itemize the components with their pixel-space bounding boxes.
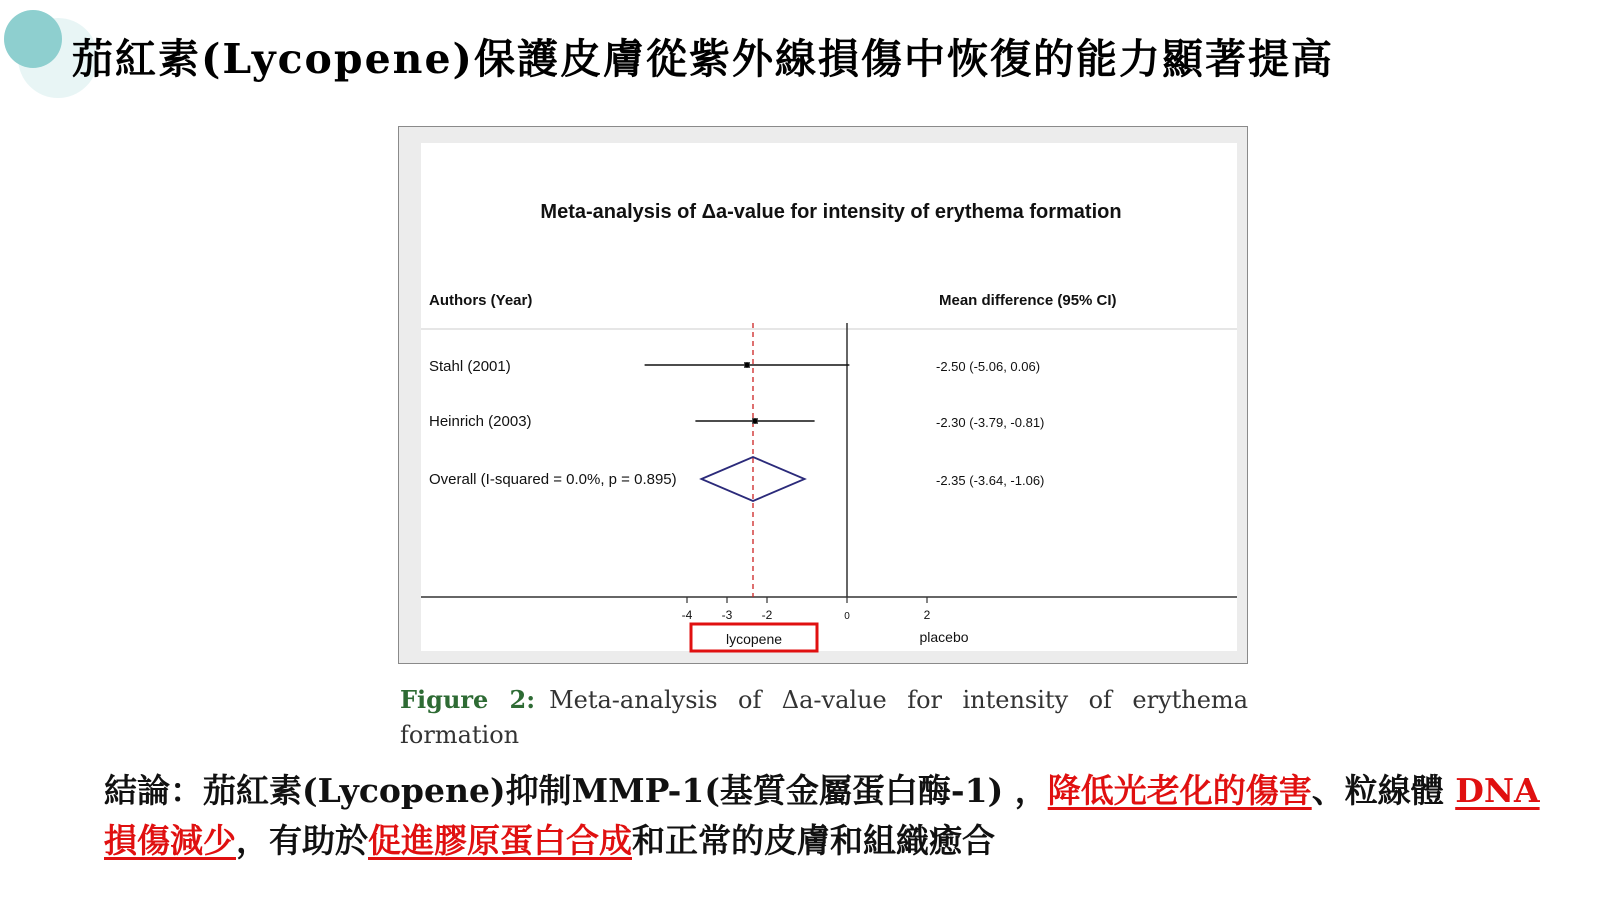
study-label: Heinrich (2003) xyxy=(429,413,532,430)
highlight-photoaging: 降低光老化的傷害 xyxy=(1047,771,1312,810)
left-column-header: Authors (Year) xyxy=(429,292,533,309)
figure-caption-text: Meta-analysis of Δa-value for intensity of erythema formation xyxy=(400,686,1249,749)
overall-label: Overall (I-squared = 0.0%, p = 0.895) xyxy=(429,471,677,488)
conclusion-part-1: 結論：茄紅素(Lycopene)抑制MMP-1(基質金屬蛋白酶-1) ， xyxy=(104,771,1048,810)
overall-ci-value: -2.35 (-3.64, -1.06) xyxy=(936,473,1045,488)
conclusion-part-2: 、粒線體 xyxy=(1311,771,1444,810)
x-tick-label: 0 xyxy=(844,611,850,622)
chart-title: Meta-analysis of Δa-value for intensity of erythema formation xyxy=(540,201,1122,223)
highlight-collagen: 促進膠原蛋白合成 xyxy=(368,821,632,860)
conclusion-part-3: ，有助於 xyxy=(236,821,368,860)
study-label: Stahl (2001) xyxy=(429,358,511,375)
highlight-dna-damage: DNA 損傷減少 xyxy=(104,771,1540,860)
slide-title: 茄紅素(Lycopene)保護皮膚從紫外線損傷中恢復的能力顯著提高 xyxy=(72,35,1334,83)
x-tick-label: -3 xyxy=(721,608,733,622)
figure-caption-label: Figure 2: xyxy=(400,685,536,714)
decorative-circle xyxy=(4,10,62,68)
conclusion-text xyxy=(104,766,1544,866)
x-tick-label: 2 xyxy=(923,608,931,622)
study-ci-value: -2.30 (-3.79, -0.81) xyxy=(936,415,1045,430)
right-column-header: Mean difference (95% CI) xyxy=(939,292,1117,309)
lycopene-axis-label: lycopene xyxy=(725,631,783,647)
placebo-axis-label: placebo xyxy=(919,629,969,645)
study-ci-value: -2.50 (-5.06, 0.06) xyxy=(936,359,1041,374)
study-point-estimate xyxy=(753,419,758,424)
forest-plot xyxy=(399,127,1249,665)
figure-caption xyxy=(400,682,1248,753)
x-tick-label: -4 xyxy=(681,608,693,622)
study-point-estimate xyxy=(745,363,750,368)
forest-plot-figure xyxy=(398,126,1248,664)
conclusion-part-4: 和正常的皮膚和組織癒合 xyxy=(632,821,995,860)
x-tick-label: -2 xyxy=(761,608,773,622)
